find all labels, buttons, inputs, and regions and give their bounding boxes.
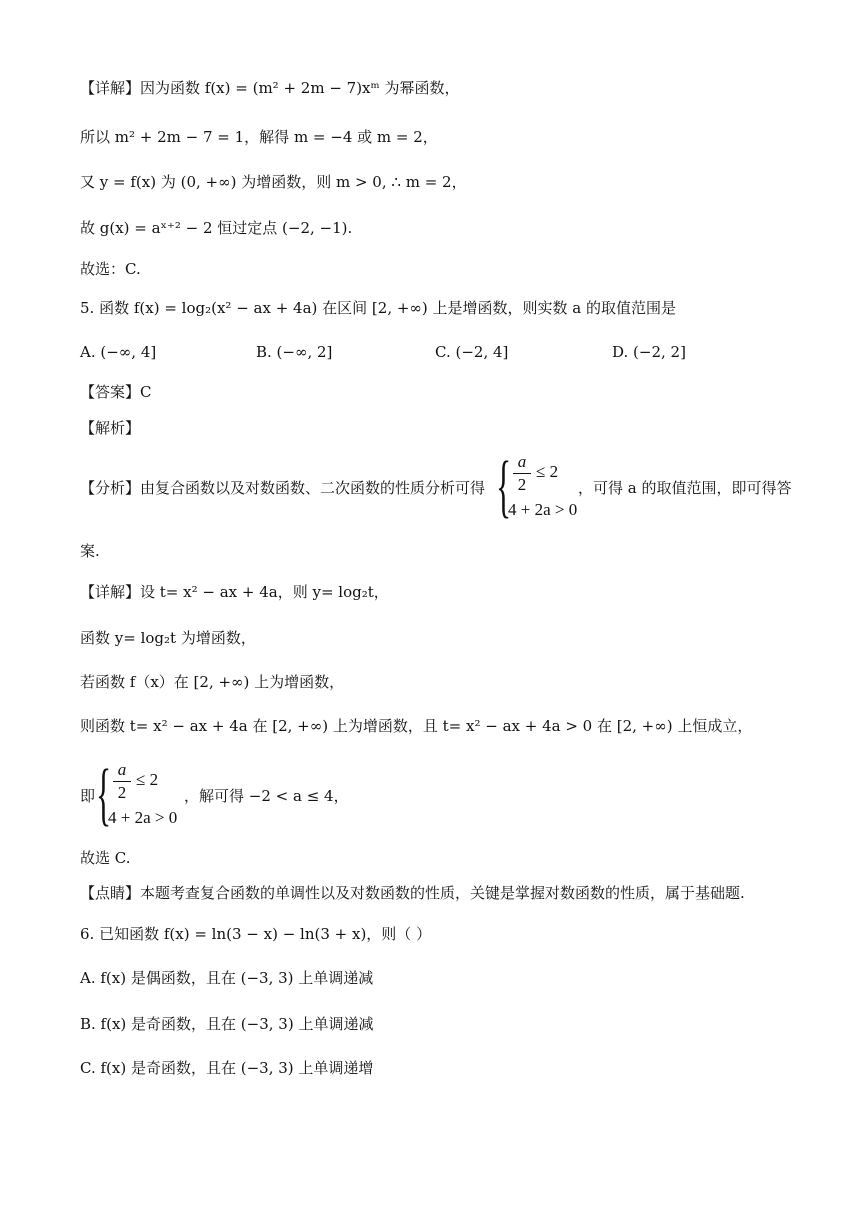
detail-5-line-4: 则函数 t= x² − ax + 4a 在 [2, +∞) 上为增函数，且 t= x² − ax + 4a > 0 在 [2, +∞) 上恒成立， [80, 717, 753, 735]
brace-glyph: { [496, 448, 512, 525]
fraction [510, 452, 534, 495]
detail-line-4: 故 g(x) = aˣ⁺² − 2 恒过定点 (−2, −1). [80, 219, 353, 237]
option-c: C. (−2, 4] [435, 343, 509, 361]
analysis-text-tail: 案. [80, 542, 100, 560]
question-6: 6. 已知函数 f(x) = ln(3 − x) − ln(3 + x)，则（ ） [80, 925, 432, 943]
detail-5-line-2: 函数 y= log₂t 为增函数， [80, 629, 256, 647]
q6-option-a: A. f(x) 是偶函数，且在 (−3, 3) 上单调递减 [80, 969, 374, 987]
detail-line-2: 所以 m² + 2m − 7 = 1，解得 m = −4 或 m = 2， [80, 128, 438, 146]
detail-5-line-3: 若函数 f（x）在 [2, +∞) 上为增函数， [80, 673, 345, 691]
option-a: A. (−∞, 4] [80, 343, 157, 361]
option-b: B. (−∞, 2] [256, 343, 333, 361]
fraction-bar [113, 781, 131, 782]
q6-option-c: C. f(x) 是奇函数，且在 (−3, 3) 上单调递增 [80, 1059, 374, 1077]
fraction-numerator: a [117, 760, 127, 779]
fraction-bar [513, 473, 531, 474]
analysis-text-end: ，可得 a 的取值范围，即可得答 [578, 479, 792, 497]
answer-choice-line: 故选：C. [80, 260, 141, 278]
analysis-label: 【解析】 [80, 419, 141, 437]
analysis-text-start: 【分析】由复合函数以及对数函数、二次函数的性质分析可得 [80, 479, 486, 497]
inequality-rel-1: ≤ 2 [136, 770, 159, 789]
question-5: 5. 函数 f(x) = log₂(x² − ax + 4a) 在区间 [2, +∞) 上是增函数，则实数 a 的取值范围是 [80, 299, 677, 317]
fraction-denominator: 2 [517, 475, 527, 494]
detail-5-conclusion: 故选 C. [80, 849, 131, 867]
option-d: D. (−2, 2] [612, 343, 686, 361]
inequality-system-1 [496, 448, 578, 525]
answer-label: 【答案】C [80, 383, 152, 401]
detail-5-line-5-start: 即 [80, 787, 96, 805]
q6-option-b: B. f(x) 是奇函数，且在 (−3, 3) 上单调递减 [80, 1015, 374, 1033]
detail-line-1: 【详解】因为函数 f(x) = (m² + 2m − 7)xᵐ 为幂函数， [80, 79, 460, 97]
brace-glyph: { [96, 756, 112, 833]
inequality-line-2: 4 + 2a > 0 [108, 808, 178, 827]
detail-5-line-1: 【详解】设 t= x² − ax + 4a，则 y= log₂t， [80, 583, 389, 601]
inequality-system-2 [96, 756, 178, 833]
detail-5-line-5-end: ，解可得 −2 < a ≤ 4， [184, 787, 349, 805]
inequality-line-2: 4 + 2a > 0 [508, 500, 578, 519]
detail-line-3: 又 y = f(x) 为 (0, +∞) 为增函数，则 m > 0, ∴ m = 2， [80, 173, 467, 191]
comment-line: 【点睛】本题考查复合函数的单调性以及对数函数的性质，关键是掌握对数函数的性质，属于基础题. [80, 884, 745, 902]
fraction [110, 760, 134, 803]
fraction-denominator: 2 [117, 783, 127, 802]
fraction-numerator: a [517, 452, 527, 471]
inequality-rel-1: ≤ 2 [536, 462, 559, 481]
